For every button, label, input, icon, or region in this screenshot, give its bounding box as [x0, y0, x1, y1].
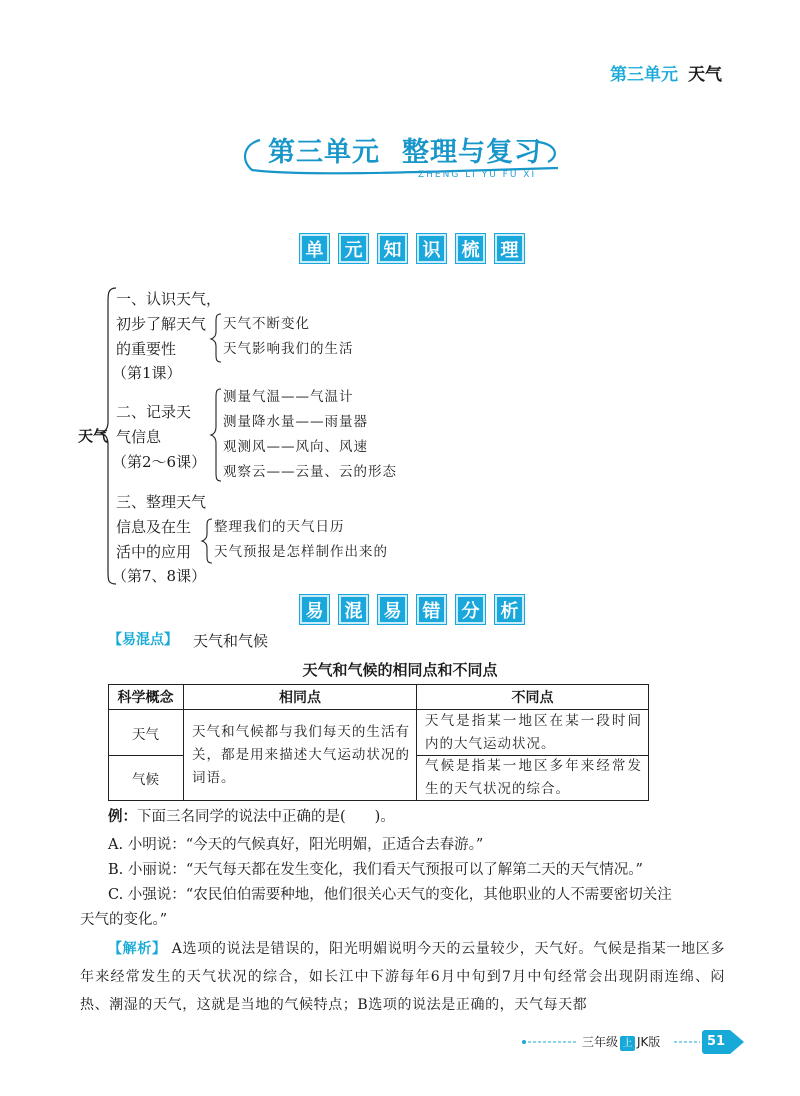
table-header: 不同点 — [417, 684, 649, 710]
branch3-item: 整理我们的天气日历 — [214, 519, 345, 535]
footer-grade-text: 三年级 — [582, 1035, 619, 1049]
analysis-paragraph — [80, 935, 725, 1019]
branch1-item: 天气影响我们的生活 — [223, 341, 354, 357]
branch1-line: 一、认识天气， — [116, 290, 222, 308]
section-char: 知 — [378, 234, 407, 263]
option-c-cont: 天气的变化。” — [80, 912, 168, 928]
section-char: 元 — [339, 234, 368, 263]
section-char: 单 — [300, 234, 329, 263]
chapter-banner — [238, 130, 568, 190]
comparison-table — [108, 684, 649, 801]
question-stem — [108, 806, 395, 828]
section-char: 易 — [300, 595, 329, 624]
option-c: C. 小强说：“农民伯伯需要种地，他们很关心天气的变化，其他职业的人不需要密切关注 — [108, 887, 672, 903]
table-cell-diff: 气候是指某一地区多年来经常发生的天气状况的综合。 — [417, 756, 649, 801]
section-char: 理 — [495, 234, 524, 263]
table-cell-concept: 天气 — [108, 710, 184, 756]
page-number: 51 — [702, 1030, 730, 1054]
table-cell-concept: 气候 — [108, 756, 184, 801]
question-text: 下面三名同学的说法中正确的是( )。 — [137, 809, 395, 825]
table-header: 科学概念 — [108, 684, 184, 710]
section-char: 易 — [378, 595, 407, 624]
confusion-label: 【易混点】 — [108, 632, 178, 648]
page-footer — [520, 1030, 750, 1054]
confusion-topic: 天气和气候 — [193, 632, 269, 650]
section-char: 错 — [417, 595, 446, 624]
analysis-label: 【解析】 — [108, 941, 167, 957]
table-title: 天气和气候的相同点和不同点 — [302, 661, 498, 679]
branch2-line: （第2～6课） — [112, 453, 207, 471]
banner-pinyin: ZHENG LI YU FU XI — [418, 170, 537, 180]
branch3-line: 三、整理天气 — [116, 493, 207, 511]
analysis-text: A选项的说法是错误的，阳光明媚说明今天的云量较少，天气好。气候是指某一地区多年来经常发生的天气状况的综合，如长江中下游每年6月中旬到7月中旬经常会出现阴雨连绵、闷热、潮湿的天气，这就是当地的气候特点；B选项的说法是正确的，天气每天都 — [80, 941, 725, 1013]
branch2-item: 观测风——风向、风速 — [223, 439, 368, 455]
footer-grade — [582, 1033, 660, 1051]
branch1-line: 的重要性 — [116, 340, 177, 358]
banner-title-part2: 整理与复习 — [402, 137, 542, 168]
banner-title-part1: 第三单元 — [268, 137, 380, 168]
banner-title — [268, 130, 542, 169]
option-a: A. 小明说：“今天的气候真好，阳光明媚，正适合去春游。” — [108, 837, 484, 853]
section-char: 析 — [495, 595, 524, 624]
knowledge-tree — [78, 282, 538, 588]
branch2-item: 观察云——云量、云的形态 — [223, 464, 397, 480]
branch3-line: 信息及在生 — [116, 518, 192, 536]
branch3-item: 天气预报是怎样制作出来的 — [214, 544, 388, 560]
table-cell-same: 天气和气候都与我们每天的生活有关，都是用来描述大气运动状况的词语。 — [184, 710, 417, 801]
footer-edition: JK版 — [637, 1035, 661, 1049]
table-cell-diff: 天气是指某一地区在某一段时间内的大气运动状况。 — [417, 710, 649, 756]
question-label: 例： — [108, 809, 137, 825]
footer-grade-term: 上 — [620, 1036, 635, 1051]
section-char: 梳 — [456, 234, 485, 263]
branch3-line: （第7、8课） — [112, 567, 207, 585]
section-char: 混 — [339, 595, 368, 624]
section-char: 分 — [456, 595, 485, 624]
section-heading-confusion — [300, 595, 524, 624]
section-char: 识 — [417, 234, 446, 263]
branch2-line: 气信息 — [116, 428, 162, 446]
table-header: 相同点 — [184, 684, 417, 710]
header-topic: 天气 — [688, 65, 722, 85]
header-unit: 第三单元 — [610, 65, 678, 85]
tree-root: 天气 — [78, 427, 109, 445]
branch2-item: 测量降水量——雨量器 — [223, 414, 368, 430]
branch1-item: 天气不断变化 — [223, 316, 310, 332]
option-b: B. 小丽说：“天气每天都在发生变化，我们看天气预报可以了解第二天的天气情况。” — [108, 862, 643, 878]
branch3-line: 活中的应用 — [116, 543, 192, 561]
branch2-item: 测量气温——气温计 — [223, 389, 354, 405]
section-heading-knowledge — [300, 234, 524, 263]
branch1-line: 初步了解天气 — [116, 315, 207, 333]
running-header — [610, 60, 722, 85]
branch1-line: （第1课） — [112, 364, 182, 382]
branch2-line: 二、记录天 — [116, 403, 192, 421]
